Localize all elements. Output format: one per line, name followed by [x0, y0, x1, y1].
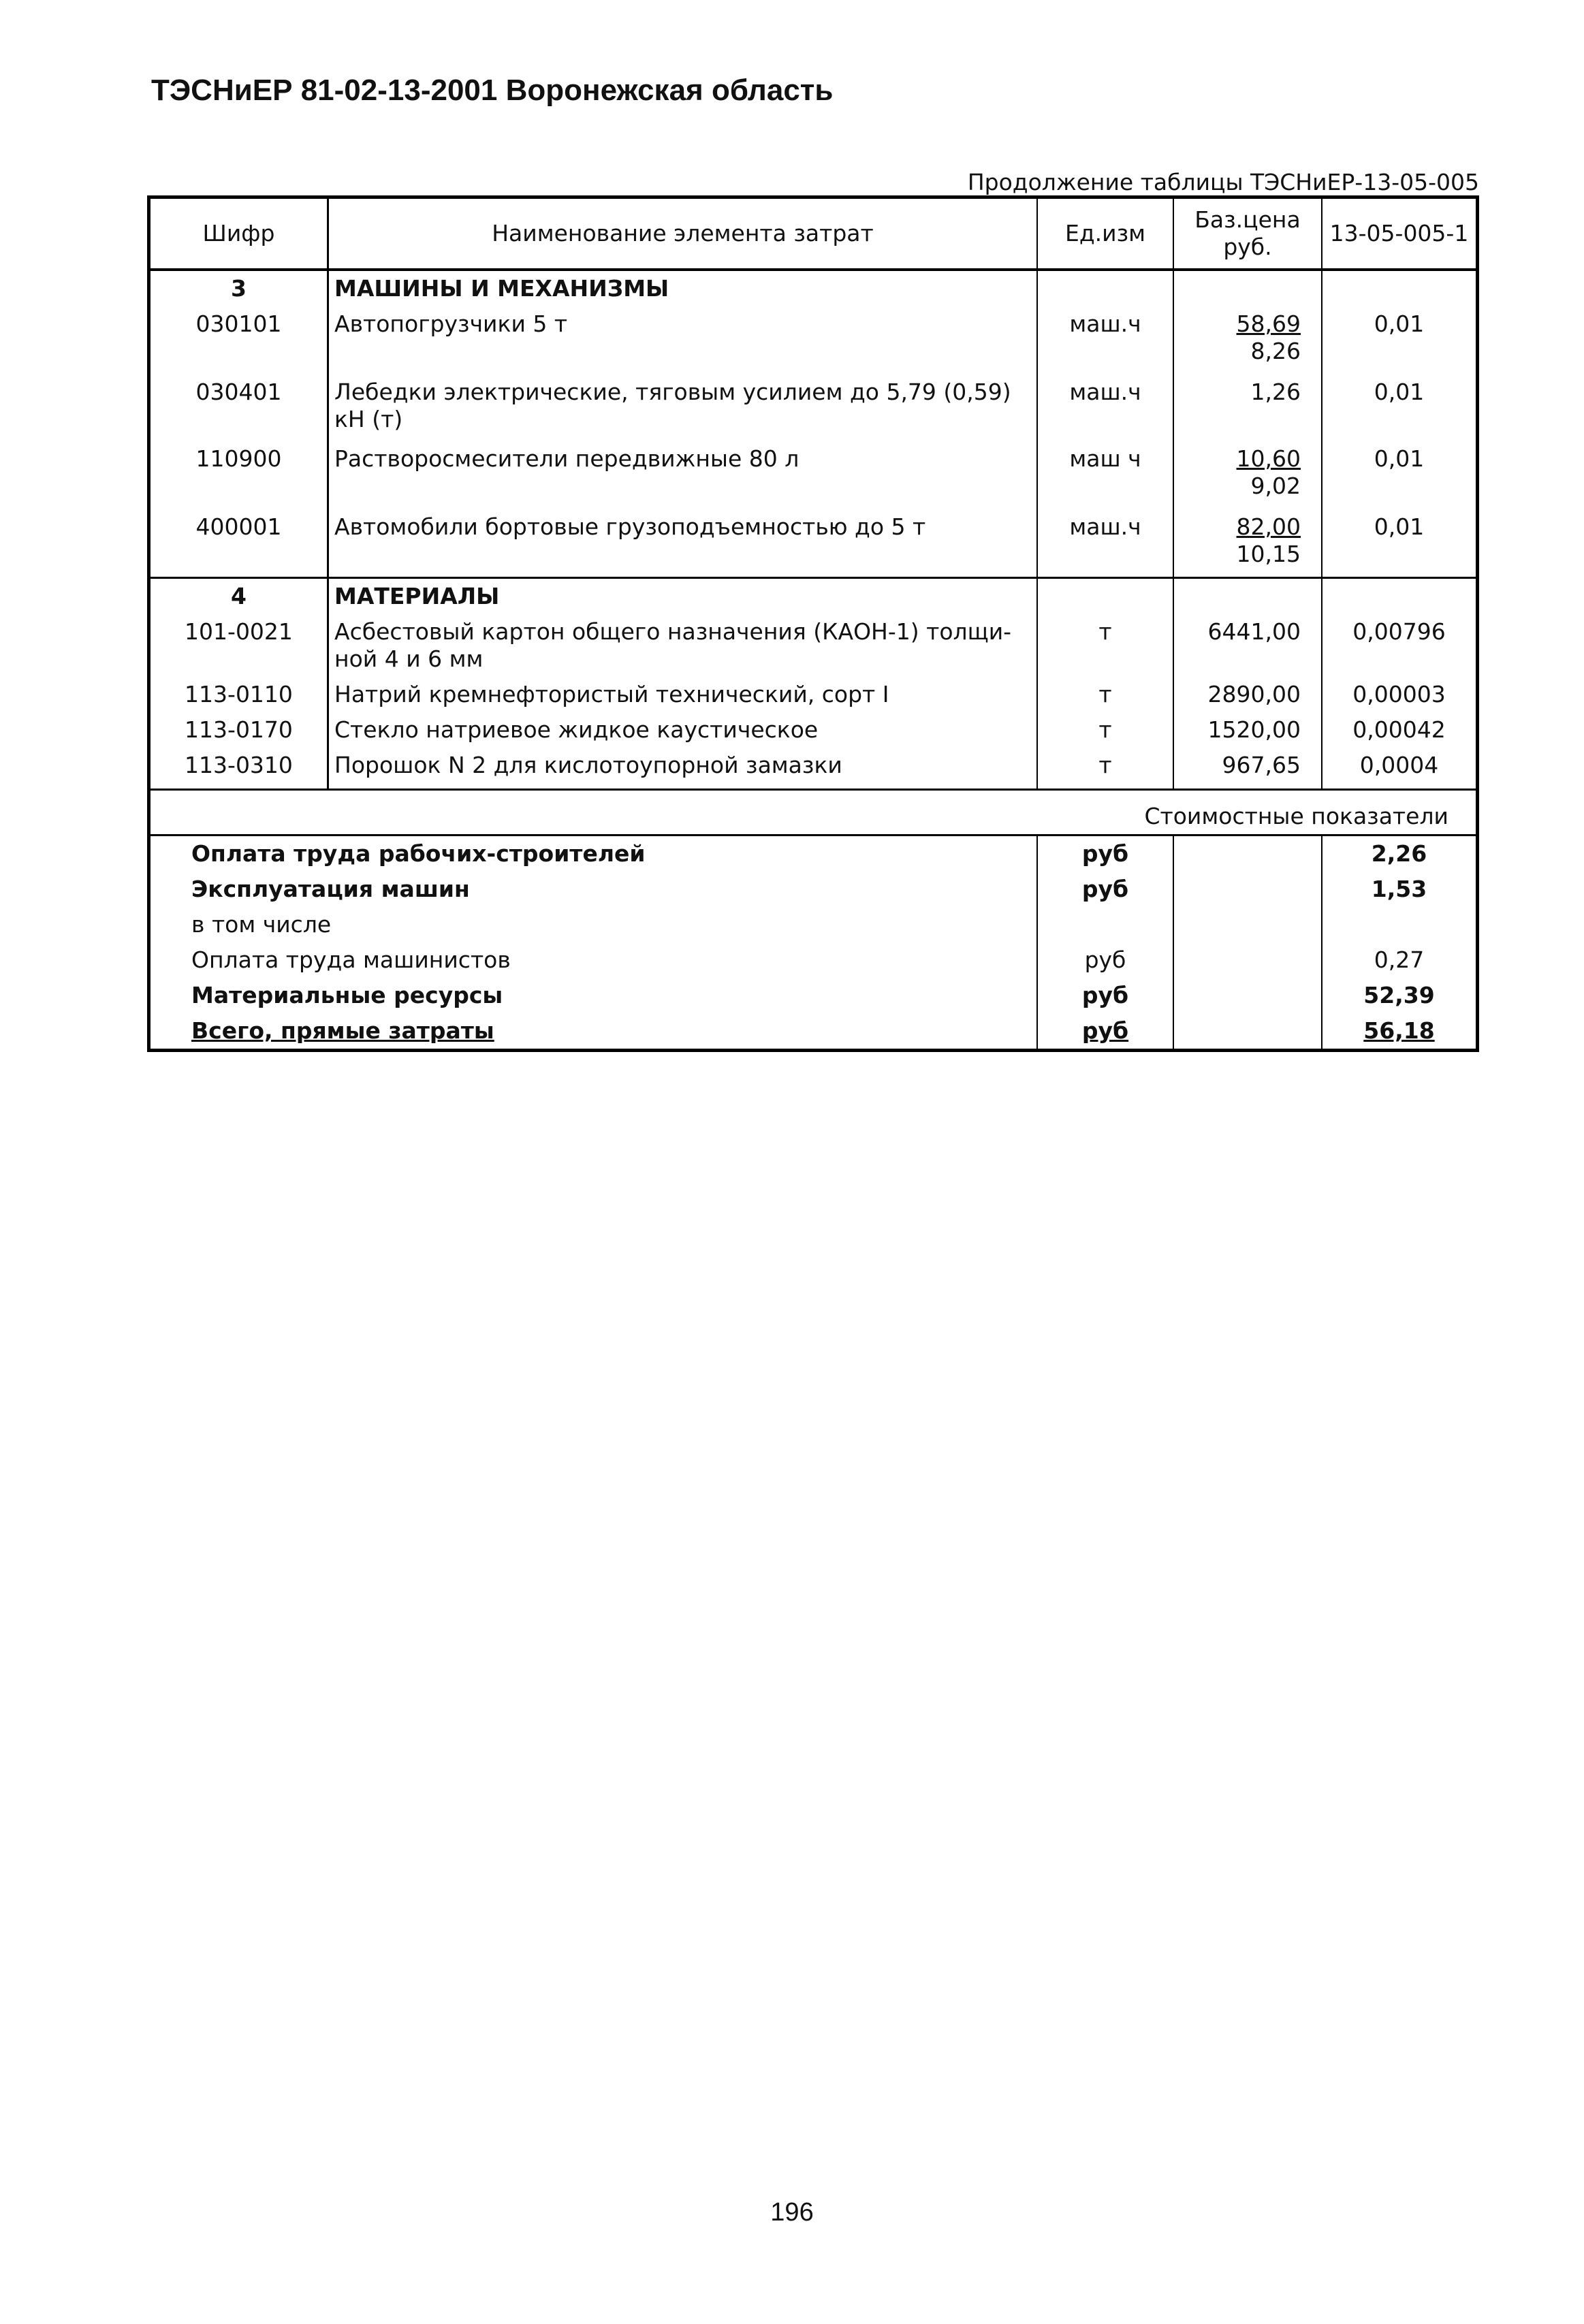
- row-norm: 0,0004: [1359, 751, 1439, 778]
- summary-name: Оплата труда рабочих-строителей: [149, 835, 1038, 872]
- summary-unit: руб: [1037, 1013, 1173, 1051]
- row-unit: т: [1037, 712, 1173, 748]
- row-price: 10,60 9,02: [1173, 441, 1322, 509]
- summary-row-total: [149, 1013, 1478, 1051]
- row-code: 113-0310: [149, 748, 328, 790]
- table-continuation-caption: Продолжение таблицы ТЭСНиЕР-13-05-005: [967, 169, 1479, 195]
- summary-row: [149, 942, 1478, 978]
- row-unit: маш ч: [1037, 441, 1173, 509]
- row-price: 2890,00: [1173, 677, 1322, 712]
- row-code: 030101: [149, 306, 328, 375]
- summary-unit: руб: [1037, 942, 1173, 978]
- row-norm: 0,01: [1374, 445, 1425, 472]
- header-price: Баз.цена руб.: [1173, 197, 1322, 270]
- summary-value: 0,27: [1374, 946, 1425, 973]
- header-name: Наименование элемента затрат: [328, 197, 1038, 270]
- section-row-materials: [149, 577, 1478, 614]
- table-row: [149, 306, 1478, 375]
- summary-value: 1,53: [1371, 876, 1427, 902]
- row-norm: 0,01: [1374, 311, 1425, 337]
- row-name: Автопогрузчики 5 т: [328, 306, 1038, 375]
- row-name: Автомобили бортовые грузоподъемностью до 5 т: [328, 509, 1038, 577]
- row-price: 6441,00: [1173, 614, 1322, 677]
- row-unit: т: [1037, 748, 1173, 790]
- summary-name: Оплата труда машинистов: [149, 942, 1038, 978]
- header-code: Шифр: [149, 197, 328, 270]
- row-name: Лебедки электрические, тяговым усилием до 5,79 (0,59) кН (т): [328, 375, 1038, 441]
- section-title: МАШИНЫ И МЕХАНИЗМЫ: [328, 270, 1038, 306]
- summary-value: 2,26: [1371, 840, 1427, 867]
- table-row: [149, 748, 1478, 790]
- row-unit: маш.ч: [1037, 306, 1173, 375]
- summary-value: 56,18: [1363, 1017, 1435, 1044]
- header-unit: Ед.изм: [1037, 197, 1173, 270]
- row-name: Асбестовый картон общего назначения (КАОН-1) толщи-ной 4 и 6 мм: [328, 614, 1038, 677]
- row-code: 113-0170: [149, 712, 328, 748]
- summary-name: Эксплуатация машин: [149, 872, 1038, 907]
- summary-row: [149, 907, 1478, 942]
- row-code: 110900: [149, 441, 328, 509]
- table-row: [149, 509, 1478, 577]
- row-norm: 0,01: [1374, 379, 1425, 405]
- table-row: [149, 712, 1478, 748]
- section-row-machines: [149, 270, 1478, 306]
- row-price: 1520,00: [1173, 712, 1322, 748]
- row-code: 113-0110: [149, 677, 328, 712]
- table-header-row: [149, 197, 1478, 270]
- summary-name: Всего, прямые затраты: [149, 1013, 1038, 1051]
- summary-row: [149, 835, 1478, 872]
- table-row: [149, 441, 1478, 509]
- document-title: ТЭСНиЕР 81-02-13-2001 Воронежская область: [151, 74, 834, 107]
- row-norm: 0,00796: [1352, 618, 1446, 645]
- row-code: 101-0021: [149, 614, 328, 677]
- row-unit: т: [1037, 614, 1173, 677]
- summary-unit: руб: [1037, 835, 1173, 872]
- summary-value: 52,39: [1363, 982, 1435, 1008]
- row-norm: 0,00042: [1352, 716, 1446, 743]
- summary-row: [149, 872, 1478, 907]
- row-name: Порошок N 2 для кислотоупорной замазки: [328, 748, 1038, 790]
- table-row: [149, 375, 1478, 441]
- summary-row: [149, 978, 1478, 1013]
- row-price: 1,26: [1173, 375, 1322, 441]
- summary-unit: руб: [1037, 872, 1173, 907]
- table-row: [149, 677, 1478, 712]
- row-code: 030401: [149, 375, 328, 441]
- row-price: 967,65: [1173, 748, 1322, 790]
- row-price: 82,00 10,15: [1173, 509, 1322, 577]
- section-title: МАТЕРИАЛЫ: [328, 577, 1038, 614]
- cost-elements-table: [147, 195, 1479, 1052]
- summary-value: [1322, 907, 1478, 942]
- row-price: 58,69 8,26: [1173, 306, 1322, 375]
- row-name: Растворосмесители передвижные 80 л: [328, 441, 1038, 509]
- row-name: Стекло натриевое жидкое каустическое: [328, 712, 1038, 748]
- row-unit: т: [1037, 677, 1173, 712]
- row-norm: 0,01: [1374, 513, 1425, 540]
- page-number: 196: [770, 2198, 814, 2227]
- row-unit: маш.ч: [1037, 509, 1173, 577]
- summary-heading: Стоимостные показатели: [149, 790, 1478, 835]
- row-name: Натрий кремнефтористый технический, сорт I: [328, 677, 1038, 712]
- summary-heading-row: [149, 790, 1478, 835]
- summary-unit: [1037, 907, 1173, 942]
- table-row: [149, 614, 1478, 677]
- row-norm: 0,00003: [1352, 680, 1446, 707]
- row-unit: маш.ч: [1037, 375, 1173, 441]
- summary-name: Материальные ресурсы: [149, 978, 1038, 1013]
- section-code: 4: [149, 577, 328, 614]
- section-code: 3: [149, 270, 328, 306]
- summary-unit: руб: [1037, 978, 1173, 1013]
- row-code: 400001: [149, 509, 328, 577]
- header-norm: 13-05-005-1: [1322, 197, 1478, 270]
- summary-name: в том числе: [149, 907, 1038, 942]
